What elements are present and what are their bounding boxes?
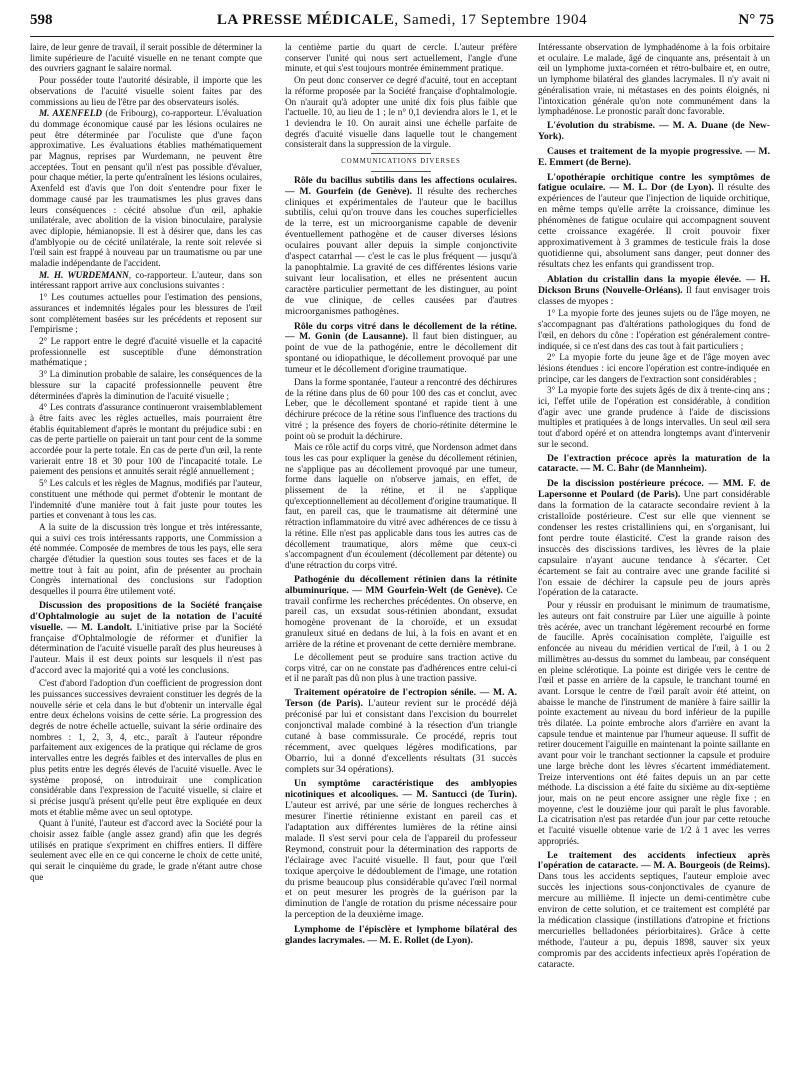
article-title: Ablation du cristallin dans la myopie élevée. — H. Dickson Bruns (Nouvelle-Orléans). bbox=[538, 273, 770, 296]
article-lead: Ce travail confirme les recherches précédentes. On observe, en pareil cas, un exsudat sous-rétinien abondant, exsudat homogène provenant de la choroïde, et un exsudat granuleux situé en dedans de lui, à la fois en avant et en arrière de la rétine et provenant de cette dernière membrane. bbox=[285, 584, 517, 651]
column-middle bbox=[285, 42, 517, 1077]
running-head bbox=[30, 12, 774, 29]
article-title: Un symptôme caractéristique des amblyopies nicotiniques et alcooliques. — M. Santucci (de Turin). bbox=[285, 778, 517, 801]
paragraph: Pour y réussir en produisant le minimum de traumatisme, les auteurs ont fait construire par Lüer une aiguille à pointe très acérée, avec un tranchant légèrement recourbé en forme de faucille. Après cocaïnisation complète, l'aiguille est enfoncée au niveau du méridien vertical de l'œil, à 1 ou 2 millimètres au-dessus du sommet du lambeau, par conséquent en pleine sclérotique. La pointe est dirigée vers le centre de l'œil et passe en arrière de la capsule, le tranchant tourné en avant. Lorsque le centre de l'œil paraît avoir été atteint, on abaisse le manche de l'instrument de manière à faire saillir la pointe exactement au niveau du bord inférieur de la pupille très dilatée. La pointe embroche alors d'arrière en avant la capsule tendue et maintenue par l'humeur aqueuse. Il suffit de retirer doucement l'aiguille en maintenant la pointe saillante en avant pour voir le tranchant sectionner la capsule et produire une large brèche dont les lèvres s'écartent immédiatement. Treize interventions ont été faites depuis un an par cette méthode. La discission a été faite du sixième au dix-septième jour, mais on ne peut encore assigner une règle fixe ; en moyenne, c'est le douzième jour qui paraît le plus favorable. La cicatrisation n'est pas retardée d'un jour par cette retouche et l'acuité visuelle obtenue varie de 1/2 à 1 avec les verres appropriés. bbox=[538, 600, 770, 846]
article-heading bbox=[538, 275, 770, 308]
conclusion-item: 5° Les calculs et les règles de Magnus, modifiés par l'auteur, constituent une méthode qui permet d'obtenir le montant de l'indemnité d'une manière tout à fait juste pour toutes les parties et convenant à tous les cas. bbox=[30, 478, 262, 521]
conclusion-item: 2° Le rapport entre le degré d'acuité visuelle et la capacité professionnelle est susceptible d'une démonstration mathématique ; bbox=[30, 335, 262, 368]
myopia-class-item: 2° La myopie forte du jeune âge et de l'âge moyen avec lésions étendues : ici encore l'opération est contre-indiquée en principe, car les dangers de l'extraction sont considérables ; bbox=[538, 352, 770, 384]
article-heading bbox=[538, 454, 770, 476]
article-lead: Dans tous les accidents septiques, l'auteur emploie avec succès les injections sous-conjonctivales de cyanure de mercure au millième. Il injecte un demi-centimètre cube environ de cette solution, et ce traitement est complété par la médication classique (instillations d'atropine et frictions mercurielles belladonées périorbitaires). Grâce à cette méthode, l'auteur a pu, depuis 1898, sauver six yeux compromis par des accidents infectieux après l'opération de cataracte. bbox=[538, 871, 770, 970]
article-heading bbox=[538, 147, 770, 169]
paragraph: Pour posséder toute l'autorité désirable, il importe que les observations de l'acuité visuelle soient faites par des commissions au lieu de l'être par des observateurs isolés. bbox=[30, 75, 262, 107]
paragraph: Mais ce rôle actif du corps vitré, que Nordenson admet dans tous les cas pour expliquer la genèse du décollement rétinien, ne s'applique pas au décollement provoqué par une tumeur, forme dans laquelle on n'observe jamais, en effet, de plissement de la rétine, et il ne s'applique qu'exceptionnellement au décollement d'origine traumatique. Il faut, en pareil cas, que le traumatisme ait déterminé une rétraction inflammatoire du vitré avec adhérences de ce tissu à la rétine. Elle n'est pas applicable dans tous les autres cas de décollement traumatique, alors même que ceux-ci s'accompagnent d'un écoulement (décollement par détente) ou d'une rétraction du corps vitré. bbox=[285, 442, 517, 570]
myopia-class-item: 3° La myopie forte des sujets âgés de dix à trente-cinq ans ; ici, l'effet utile de l'opération est considérable, à condition d'agir avec une grande prudence à l'aide de discissions multiples et pratiquées à de longs intervalles. Un seul œil sera tout d'abord opéré et on attendra longtemps avant d'intervenir sur le second. bbox=[538, 385, 770, 449]
conclusion-item: 1° Les coutumes actuelles pour l'estimation des pensions, assurances et indemnités légales pour les blessures de l'œil sont complètement basées sur les précédents et reposent sur l'empirisme ; bbox=[30, 292, 262, 335]
page-header bbox=[30, 12, 774, 34]
column-left bbox=[30, 42, 262, 1077]
article-heading bbox=[285, 322, 517, 377]
paragraph: Intéressante observation de lymphadénome à la fois orbitaire et oculaire. Le malade, âgé de cinquante ans, présentait à un œil un lymphome juxta-cornéen et rétro-bulbaire et, en outre, un lymphome bilatéral des glandes lacrymales. Il n'y avait ni généralisation vraie, ni métastases en des points éloignés, ni l'intoxication générale qu'on note communément dans la lymphadénose. Le pronostic paraît donc favorable. bbox=[538, 42, 770, 117]
article-title: De la discission postérieure précoce. — MM. F. de Lapersonne et Poulard (de Paris). bbox=[538, 478, 770, 501]
article-lead: Il faut bien distinguer, au point de vue de la pathogénie, entre le décollement dit spontané ou idiopathique, le décollement provoqué par une tumeur et le décollement d'origine traumatique. bbox=[285, 331, 517, 376]
column-right bbox=[538, 42, 770, 1077]
section-divider bbox=[371, 153, 431, 154]
article-lead: L'initiative prise par la Société française d'Ophtalmologie de réformer et d'unifier la détermination de l'acuité visuelle paraît des plus heureuses à l'auteur. Mais il est deux points sur lesquels il n'est pas d'accord avec la majorité qui a voté les conclusions. bbox=[30, 621, 262, 677]
page-number: 598 bbox=[30, 12, 53, 28]
header-rule bbox=[30, 36, 774, 37]
speaker-paragraph bbox=[30, 108, 262, 269]
issue-number: N° 75 bbox=[738, 12, 774, 28]
article-heading bbox=[538, 851, 770, 971]
paragraph: Le décollement peut se produire sans traction active du corps vitré, car on ne constate pas d'adhérences entre celui-ci et il ne paraît pas dû non plus à une traction passive. bbox=[285, 652, 517, 684]
article-lead: Il résulte des recherches cliniques et expérimentales de l'auteur que le bacillus subtilis, celui qu'on trouve dans les couches superficielles de la terre, est un microorganisme capable de devenir éventuellement pathogène et de causer diverses lésions oculaires pouvant aller depuis la simple conjonctivite d'aspect catarrhal — c'est le cas le plus fréquent — jusqu'à la panophtalmie. La gravité de ces différentes lésions varie suivant leur localisation, et elles ne présentent aucun caractère particulier permettant de les distinguer, au point de vue clinique, de celles causées par d'autres microorganismes pathogènes. bbox=[285, 185, 517, 317]
article-title: L'évolution du strabisme. — M. A. Duane (de New-York). bbox=[538, 119, 770, 142]
article-heading bbox=[538, 121, 770, 143]
conclusion-item: 4° Les contrats d'assurance continueront vraisemblablement à être faits avec les règles actuelles, mais pourraient être établis équitablement d'après le montant du préjudice subi : en cas de perte partielle on paierait un tant pour cent de la somme accordée pour la perte totale. En cas de perte d'un œil, la rente varierait entre 18 et 30 pour 100 de l'incapacité totale. Le paiement des pensions et annuités serait réglé annuellement ; bbox=[30, 402, 262, 477]
paragraph: C'est d'abord l'adoption d'un coefficient de progression dont les puissances successives devraient constituer les degrés de la nouvelle série et cela dans le but d'obtenir un intervalle égal entre deux échelons voisins de cette série. La progression des degrés de notre échelle actuelle, suivant la série ordinaire des nombres : 1, 2, 3, 4, etc., paraît à l'auteur répondre parfaitement aux exigences de la pratique qui réclame de gros intervalles entre les degrés faibles et des intervalles de plus en plus petits entre les degrés élevés de l'acuité visuelle. Avec le système proposé, on introduirait une complication considérable dans l'expression de l'acuité visuelle, si claire et si précise jusqu'à présent qu'elle peut être expliquée en deux mots et établie même avec un seul optotype. bbox=[30, 678, 262, 817]
article-heading bbox=[285, 779, 517, 921]
article-title: Rôle du bacillus subtilis dans les affections oculaires. — M. Gourfein (de Genève). bbox=[285, 174, 517, 197]
conclusion-item: 3° La diminution probable de salaire, les conséquences de la blessure sur la capacité professionnelle peuvent être déterminées d'après la diminution de l'acuité visuelle ; bbox=[30, 369, 262, 401]
article-heading bbox=[538, 479, 770, 599]
paragraph: Quant à l'unité, l'auteur est d'accord avec la Société pour la choisir assez faible (angle assez grand) afin que les degrés utilisés en pratique s'expriment en chiffres entiers. Il diffère seulement avec elle en ce qui concerne le choix de cette unité, qui serait le cinquième du grade, le grade n'étant autre chose que bbox=[30, 818, 262, 882]
article-lead: Une part considérable dans la formation de la cataracte secondaire revient à la cristalloïde postérieure. C'est sur elle que viennent se condenser les restes cristalliniens qui, en s'organisant, lui font perdre toute élasticité. C'est la grande raison des insuccès des discissions tardives, les lèvres de la plaie capsulaire n'ayant aucune tendance à s'écarter. Cet écartement se fait au contraire avec une grande facilité si l'on essaie de déchirer la capsule peu de jours après l'opération de la cataracte. bbox=[538, 489, 770, 599]
speaker-text: , co-rapporteur. L'auteur, dans son intéressant rapport arrive aux conclusions suivantes : bbox=[30, 269, 262, 291]
paragraph: Dans la forme spontanée, l'auteur a rencontré des déchirures de la rétine dans plus de 60 pour 100 des cas et conclut, avec Leber, que le décollement spontané et rapide tient à une déchirure précoce de la rétine sous l'influence des tractions du vitré ; la présence des foyers de chorio-rétinite détermine le point où se produit la déchirure. bbox=[285, 377, 517, 441]
myopia-class-item: 1° La myopie forte des jeunes sujets ou de l'âge moyen, ne s'accompagnant pas d'altérations pathologiques du fond de l'œil, en dehors du cône : l'opération est généralement contre-indiquée, si ce n'est dans des cas tout à fait particuliers ; bbox=[538, 308, 770, 351]
speaker-paragraph bbox=[30, 270, 262, 291]
journal-title: LA PRESSE MÉDICALE bbox=[216, 12, 395, 28]
article-lead: Il résulte des expériences de l'auteur que l'injection de liquide orchitique, en même temps qu'elle arrête la croissance, diminue les phénomènes de fatigue oculaire qui accompagnent souvent cette croissance exagérée. Il croit pouvoir fixer approximativement à 3 grammes de testicule frais la dose quotidienne qui, absolument sans danger, peut donner des résultats chez les enfants qui grandissent trop. bbox=[538, 182, 770, 270]
speaker-name: M. AXENFELD bbox=[39, 108, 103, 119]
article-title: L'opothérapie orchitique contre les symptômes de fatigue oculaire. — M. L. Dor (de Lyon). bbox=[538, 171, 770, 194]
section-heading: COMMUNICATIONS DIVERSES bbox=[341, 158, 461, 166]
article-title: Rôle du corps vitré dans le décollement de la rétine. — M. Gonin (de Lausanne). bbox=[285, 320, 517, 343]
paragraph: A la suite de la discussion très longue et très intéressante, qui a suivi ces trois intéressants rapports, une Commission a été nommée. Composée de membres de tous les pays, elle sera chargée d'étudier la question sous toutes ses faces et de la mettre tout à fait au point, afin de présenter au prochain Congrès international des conclusions sur l'adoption desquelles il pourra être utilement voté. bbox=[30, 521, 262, 597]
section-divider bbox=[371, 171, 431, 172]
article-heading bbox=[30, 601, 262, 677]
article-title: Lymphome de l'épisclère et lymphome bilatéral des glandes lacrymales. — M. E. Rollet (de Lyon). bbox=[285, 924, 517, 947]
article-heading bbox=[285, 575, 517, 651]
article-lead: Il faut envisager trois classes de myopes : bbox=[538, 284, 770, 307]
speaker-name: M. H. WURDEMANN bbox=[39, 269, 129, 280]
article-title: Le traitement des accidents infectieux après l'opération de cataracte. — M. A. Bourgeois (de Reims). bbox=[538, 849, 770, 872]
article-title: Causes et traitement de la myopie progressive. — M. E. Emmert (de Berne). bbox=[538, 145, 770, 168]
article-lead: L'auteur est arrivé, par une série de longues recherches à mesurer l'inertie rétinienne existant en pareil cas et l'adaptation aux différentes lumières de la rétine ainsi malade. Il s'est servi pour cela de l'appareil du professeur Reymond, construit pour la détermination des rapports de l'éclairage avec l'acuité visuelle. Il faut, pour que l'œil toxique aperçoive le dédoublement de l'image, une rotation du prisme beaucoup plus considérable qu'avec l'œil normal et on peut mesurer les progrès de la guérison par la diminution de l'angle de rotation du prisme nécessaire pour la perception de la deuxième image. bbox=[285, 800, 517, 921]
article-title: Pathogénie du décollement rétinien dans la rétinite albuminurique. — MM Gourfein-Welt (de Genève). bbox=[285, 573, 517, 596]
article-heading bbox=[285, 176, 517, 318]
article-heading bbox=[285, 925, 517, 947]
paragraph: la centième partie du quart de cercle. L'auteur préfère conserver l'unité qui nous sert actuellement, l'angle d'une minute, et qui s'est toujours montrée éminemment pratique. bbox=[285, 42, 517, 74]
issue-date: , Samedi, 17 Septembre 1904 bbox=[394, 12, 588, 28]
paragraph: On peut donc conserver ce degré d'acuité, tout en acceptant la réforme proposée par la Société française d'ophtalmologie. On n'aurait qu'à adopter une unité dix fois plus faible que l'actuelle. 10, au lieu de 1 ; le n° 0,1 deviendra alors le 1, et le 1 deviendra le 10. On aurait ainsi une échelle parfaite de degrés d'acuité visuelle dans laquelle tout le changement consisterait dans la suppression de la virgule. bbox=[285, 75, 517, 150]
article-title: Discussion des propositions de la Société française d'Ophtalmologie au sujet de la notation de l'acuité visuelle. — M. Landolt. bbox=[30, 599, 262, 633]
article-title: De l'extraction précoce après la maturation de la cataracte. — M. C. Bahr (de Mannheim). bbox=[538, 452, 770, 475]
article-heading bbox=[285, 688, 517, 775]
article-lead: L'auteur revient sur le procédé déjà préconisé par lui et consistant dans l'excision du bourrelet conjonctival malade combiné à la résection d'un triangle cutané à base commissurale. Ce procédé, repris tout récemment, avec quelques légères modifications, par Obarrio, lui a donné d'excellents résultats (31 succès complets sur 34 opérations). bbox=[285, 698, 517, 775]
article-heading bbox=[538, 173, 770, 271]
paragraph: laire, de leur genre de travail, il serait possible de déterminer la limite supérieure de l'acuité visuelle en ne tenant compte que des ouvriers gagnant le salaire normal. bbox=[30, 42, 262, 74]
speaker-text: (de Fribourg), co-rapporteur. L'évaluation du dommage économique causé par les lésions oculaires ne peut être déterminée par l'oculiste que d'une façon approximative. Les évaluations établies mathématiquement par Magnus, reprises par Wurdemann, ne peuvent être acceptées. Tout en pensant qu'il n'est pas possible d'évaluer, pour chaque métier, la perte qu'entraînent les lésions oculaires, Axenfeld est d'avis que l'on doit s'entendre pour fixer le dommage causé par les traumatismes les plus graves dans leurs conséquences : cécité absolue d'un œil, aphakie unilatérale, avec abolition de la vision binoculaire, paralysie avec diplopie, hémianopsie. Il est à désirer que, dans les cas d'amblyopie ou de cécité unilatérale, la rente soit relevée si l'œil sain est frappé à nouveau par un traumatisme ou par une maladie indépendante de l'accident. bbox=[30, 108, 262, 269]
article-title: Traitement opératoire de l'ectropion sénile. — M. A. Terson (de Paris). bbox=[285, 687, 517, 710]
